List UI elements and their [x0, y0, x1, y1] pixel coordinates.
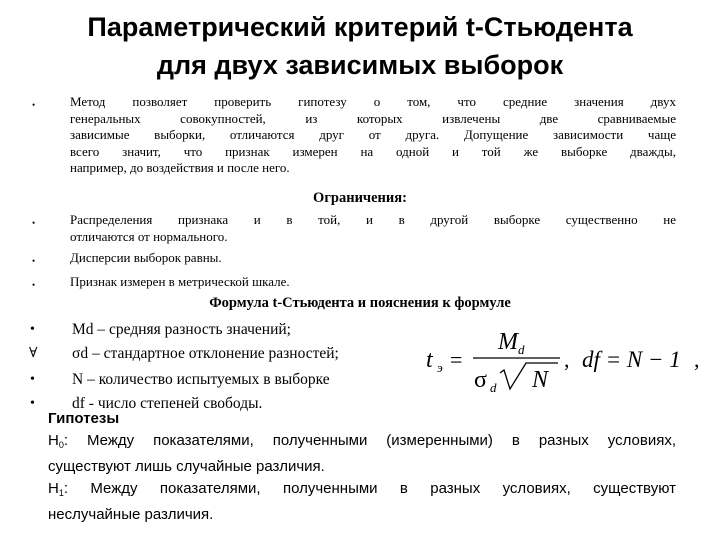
- formula-denominator-n: N: [532, 367, 549, 393]
- h0-text: : Между показателями, полученными (измеренными) в разных условиях,: [63, 432, 676, 449]
- intro-line: генеральных совокупностей, из которых извлечены две сравниваемые: [70, 110, 676, 126]
- sqrt-icon: [500, 363, 558, 389]
- forall-icon: ∀: [29, 346, 38, 361]
- formula-eq: =: [450, 347, 463, 372]
- h0-sub: 0: [58, 440, 64, 450]
- formula-numerator: M: [498, 329, 518, 355]
- bullet-icon: •: [32, 218, 36, 228]
- bullet-icon: •: [32, 280, 36, 290]
- formula-heading: Формула t-Стьюдента и пояснения к формуле: [209, 295, 511, 311]
- h0-line-2: существуют лишь случайные различия.: [48, 458, 325, 475]
- h1-text: : Между показателями, полученными в разных условиях, существуют: [63, 480, 676, 497]
- restriction-line: отличаются от нормального.: [70, 228, 228, 244]
- h1-line-2: неслучайные различия.: [48, 506, 214, 523]
- h1-label: H: [48, 480, 59, 497]
- formula-sigma: σ: [474, 367, 487, 393]
- formula-comma-2: ,: [694, 347, 700, 372]
- formula-item-df: df - число степеней свободы.: [72, 395, 263, 412]
- formula-df: df = N − 1: [582, 347, 681, 372]
- intro-line: всего значит, что признак измерен на одной и той же выборке дважды,: [70, 143, 676, 159]
- restriction-item-2: Дисперсии выборок равны.: [70, 250, 222, 265]
- h1-line-1: [48, 478, 676, 504]
- title-line-1: Параметрический критерий t-Стьюдента: [87, 12, 633, 42]
- intro-line: зависимые выборки, отличаются друг от друга. Допущение зависимости чаще: [70, 127, 676, 142]
- restriction-line: Распределения признака и в той, и в другой выборке существенно не: [70, 212, 676, 227]
- intro-line: например, до воздействия и после него.: [70, 160, 290, 175]
- t-student-formula: [418, 325, 708, 395]
- h0-label: H: [48, 432, 59, 449]
- page-title: [0, 8, 720, 84]
- formula-numerator-sub: d: [518, 342, 525, 357]
- restriction-item-1: [70, 212, 676, 245]
- bullet-icon: •: [30, 322, 35, 337]
- h1-sub: 1: [58, 488, 64, 498]
- restriction-item-3: Признак измерен в метрической шкале.: [70, 274, 290, 289]
- bullet-icon: •: [30, 372, 35, 387]
- title-line-2: для двух зависимых выборок: [156, 50, 564, 80]
- intro-line: Метод позволяет проверить гипотезу о том, что средние значения двух: [70, 94, 676, 109]
- hypotheses-block: [48, 408, 676, 526]
- formula-t: t: [426, 347, 433, 373]
- formula-comma-1: ,: [564, 347, 570, 372]
- h0-line-1: [48, 430, 676, 456]
- intro-paragraph: [70, 94, 676, 177]
- bullet-icon: •: [30, 396, 35, 411]
- bullet-icon: •: [32, 100, 36, 110]
- hypotheses-title: Гипотезы: [48, 410, 120, 427]
- bullet-icon: •: [32, 256, 36, 266]
- formula-item-sigma: σd – стандартное отклонение разностей;: [72, 345, 339, 362]
- formula-t-sub: э: [437, 360, 443, 375]
- restrictions-heading: Ограничения:: [313, 190, 407, 206]
- formula-item-n: N – количество испытуемых в выборке: [72, 371, 330, 388]
- formula-sigma-sub: d: [490, 380, 497, 395]
- formula-item-md: Md – средняя разность значений;: [72, 321, 291, 338]
